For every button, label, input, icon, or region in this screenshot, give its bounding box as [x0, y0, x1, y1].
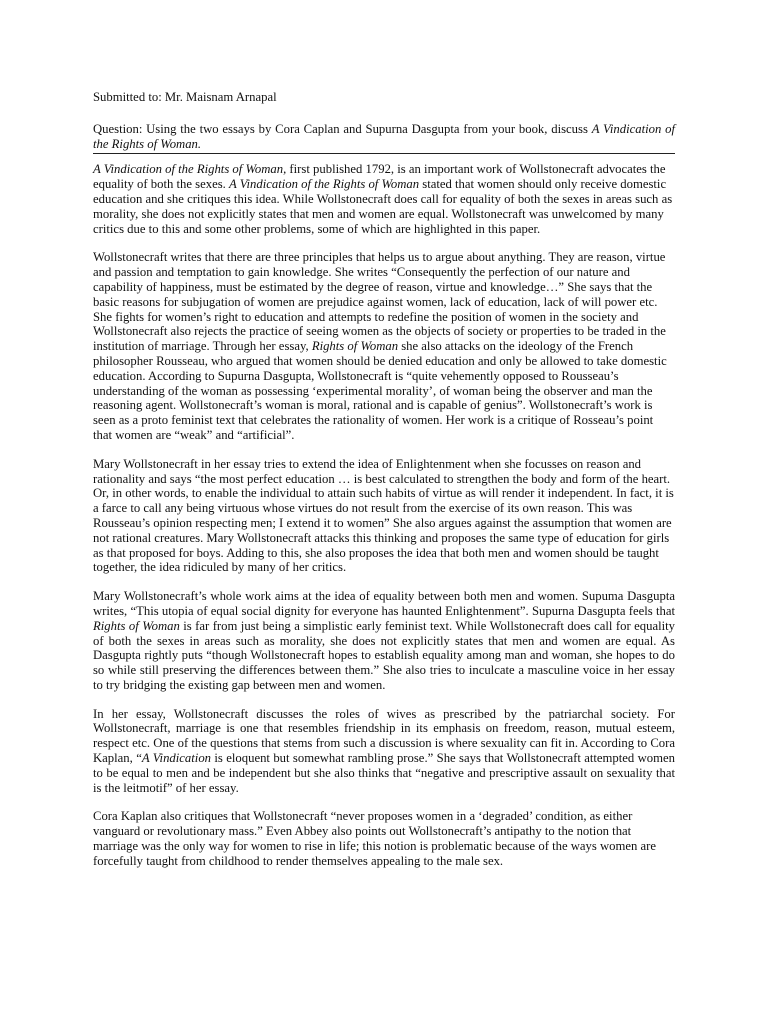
- horizontal-rule: [93, 153, 675, 154]
- italic-title-run: A Vindication of the Rights of Woman,: [93, 162, 287, 177]
- text-run: Wollstonecraft writes that there are three principles that helps us to argue about anything. They are reason, virtue and passion and temptation to gain knowledge. She writes “Consequently the perfection of our nature and capability of happiness, must be estimated by the degree of reason, virtue and knowledge…” She says that the basic reasons for subjugation of women are prejudice against women, lack of education, lack of will power etc. She fights for women’s right to education and attempts to redefine the position of women in the society and Wollstonecraft also rejects the practice of seeing women as the objects of society or properties to be traded in the institution of marriage. Through her essay,: [93, 250, 666, 354]
- document-page: [93, 90, 675, 883]
- text-run: stated that women should only receive domestic education and she critiques this idea. While Wollstonecraft does call for equality of both the sexes in areas such as morality, she does not explicitly states that men and women are equal. Wollstonecraft was unwelcomed by many critics due to this and some other problems, some of which are highlighted in this paper.: [93, 177, 673, 236]
- text-run: In her essay, Wollstonecraft discusses the roles of wives as prescribed by the patriarchal society. For Wollstonecraft, marriage is one that resembles friendship in its emphasis on freedom, reason, mutual esteem, respect etc. One of the questions that stems from such a discussion is where sexuality can fit in. According to Cora Kaplan, “: [93, 706, 675, 766]
- text-run: Mary Wollstonecraft’s whole work aims at the idea of equality between both men and women. Supuma Dasgupta writes, “This utopia of equal social dignity for everyone has haunted Enlightenment”. Supurna Dasgupta feels that: [93, 589, 675, 618]
- italic-title-run: A Vindication of the Rights of Woman: [229, 177, 420, 192]
- italic-title-run: Rights of Woman: [93, 618, 180, 633]
- paragraph-5: [93, 707, 675, 796]
- question-prefix: Question: Using the two essays by Cora Caplan and Supurna Dasgupta from your book, discuss: [93, 121, 592, 136]
- text-run: first published 1792, is an important work of Wollstonecraft advocates the equality of both the sexes.: [93, 162, 666, 192]
- paragraph-4: [93, 589, 675, 693]
- submitted-to: Submitted to: Mr. Maisnam Arnapal: [93, 90, 277, 104]
- paragraph-3: [93, 457, 675, 575]
- paragraph-2: [93, 250, 675, 442]
- text-run: she also attacks on the ideology of the French philosopher Rousseau, who argued that women should be denied education and only be allowed to take domestic education. According to Supurna Dasgupta, Wollstonecraft is “quite vehemently opposed to Rousseau’s understanding of the woman as possessing ‘experimental morality’, of woman being the observer and man the reasoning agent. Wollstonecraft’s woman is moral, rational and is capable of genius”. Wollstonecraft’s work is seen as a proto feminist text that celebrates the rationality of women. Her work is a critique of Rosseau’s point that women are “weak” and “artificial”.: [93, 339, 667, 442]
- text-run: is eloquent but somewhat rambling prose.” She says that Wollstonecraft attempted women to be equal to men and be independent but she also thinks that “negative and prescriptive assault on sexuality that is the leitmotif” of her essay.: [93, 751, 675, 795]
- italic-title-run: A Vindication: [141, 751, 212, 766]
- paragraph-1: [93, 162, 675, 236]
- paragraph-6: [93, 809, 675, 868]
- text-run: Mary Wollstonecraft in her essay tries to extend the idea of Enlightenment when she focusses on reason and rationality and says “the most perfect education … is best calculated to strengthen the body and form of the heart. Or, in other words, to enable the individual to attain such habits of virtue as will render it independent. In fact, it is a farce to call any being virtuous whose virtues do not result from the exercise of its own reason. This was Rousseau’s opinion respecting men; I extend it to women” She also argues against the assumption that women are not rational creatures. Mary Wollstonecraft attacks this thinking and proposes the same type of education for girls as that proposed for boys. Adding to this, she also proposes the idea that both men and women should be taught together, the idea ridiculed by many of her critics.: [93, 456, 674, 575]
- question-text: [93, 122, 675, 152]
- text-run: Cora Kaplan also critiques that Wollstonecraft “never proposes women in a ‘degraded’ condition, as either vanguard or revolutionary mass.” Even Abbey also points out Wollstonecraft’s antipathy to the notion that marriage was the only way for women to rise in life; this notion is problematic because of the ways women are forcefully taught from childhood to render themselves appealing to the male sex.: [93, 809, 657, 868]
- text-run: is far from just being a simplistic early feminist text. While Wollstonecraft does call for equality of both the sexes in areas such as morality, she does not explicitly states that men and women are equal. As Dasgupta rightly puts “though Wollstonecraft hopes to establish equality among man and woman, she hopes to do so while still preserving the differences between them.” She also tries to inculcate a masculine voice in her essay to try bridging the existing gap between men and women.: [93, 618, 675, 692]
- italic-title-run: Rights of Woman: [311, 339, 399, 354]
- question-title: A Vindication of the Rights of Woman.: [93, 121, 675, 151]
